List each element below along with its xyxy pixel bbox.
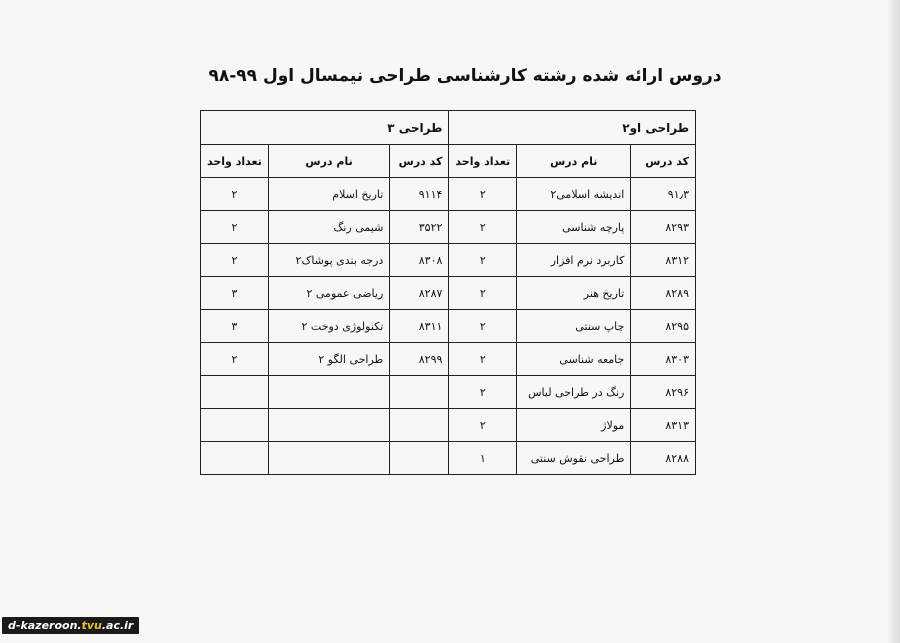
course-code: ۸۲۸۹ <box>631 277 696 310</box>
course-units: ۲ <box>449 244 517 277</box>
course-code: ۸۲۹۹ <box>390 343 449 376</box>
course-code: ۸۳۱۳ <box>631 409 696 442</box>
header-code: کد درس <box>390 145 449 178</box>
course-name: طراحی الگو ۲ <box>268 343 389 376</box>
header-code: کد درس <box>631 145 696 178</box>
site-watermark <box>2 617 139 634</box>
group-design-3: طراحی ۳ <box>201 111 449 145</box>
course-name <box>268 409 389 442</box>
course-code: ۸۲۹۳ <box>631 211 696 244</box>
header-units: تعداد واحد <box>449 145 517 178</box>
course-name: ریاضی عمومی ۲ <box>268 277 389 310</box>
table-row <box>201 211 696 244</box>
course-units: ۲ <box>201 244 269 277</box>
course-units: ۲ <box>449 376 517 409</box>
course-code: ۸۲۸۸ <box>631 442 696 475</box>
course-name: جامعه شناسی <box>517 343 631 376</box>
course-name: تاریخ اسلام <box>268 178 389 211</box>
watermark-prefix: d-kazeroon. <box>8 619 82 632</box>
course-code: ۸۲۹۵ <box>631 310 696 343</box>
page-title: دروس ارائه شده رشته کارشناسی طراحی نیمسال اول ۹۹-۹۸ <box>208 66 722 86</box>
table-row <box>201 277 696 310</box>
course-units <box>201 442 269 475</box>
course-code: ۸۳۰۳ <box>631 343 696 376</box>
course-name: رنگ در طراحی لباس <box>517 376 631 409</box>
course-name: کاربرد نرم افزار <box>517 244 631 277</box>
course-units: ۲ <box>449 310 517 343</box>
watermark-accent: tvu <box>81 619 102 632</box>
page-edge <box>888 0 900 643</box>
course-units: ۲ <box>449 277 517 310</box>
table-row <box>201 442 696 475</box>
course-name: شیمی رنگ <box>268 211 389 244</box>
course-code: ۸۳۱۲ <box>631 244 696 277</box>
column-header-row <box>201 145 696 178</box>
course-code <box>390 442 449 475</box>
course-name: طراحی نقوش سنتی <box>517 442 631 475</box>
header-name: نام درس <box>268 145 389 178</box>
table-row <box>201 310 696 343</box>
course-name: چاپ سنتی <box>517 310 631 343</box>
course-name <box>268 442 389 475</box>
course-name: مولاژ <box>517 409 631 442</box>
course-units: ۲ <box>201 178 269 211</box>
course-name <box>268 376 389 409</box>
header-units: تعداد واحد <box>201 145 269 178</box>
course-name: پارچه شناسی <box>517 211 631 244</box>
course-units <box>201 376 269 409</box>
course-code <box>390 409 449 442</box>
course-code <box>390 376 449 409</box>
group-header-row <box>201 111 696 145</box>
courses-table <box>200 110 696 475</box>
course-code: ۳۵۲۲ <box>390 211 449 244</box>
watermark-suffix: .ac.ir <box>101 619 134 632</box>
table-row <box>201 376 696 409</box>
course-name: تکنولوژی دوخت ۲ <box>268 310 389 343</box>
course-units: ۲ <box>449 409 517 442</box>
course-code: ۸۲۸۷ <box>390 277 449 310</box>
table-row <box>201 409 696 442</box>
header-name: نام درس <box>517 145 631 178</box>
course-code: ۸۲۹۶ <box>631 376 696 409</box>
course-code: ۸۳۱۱ <box>390 310 449 343</box>
course-units: ۲ <box>449 343 517 376</box>
group-design-2: طراحی او۲ <box>449 111 696 145</box>
course-units: ۲ <box>449 211 517 244</box>
course-units <box>201 409 269 442</box>
course-units: ۱ <box>449 442 517 475</box>
course-units: ۳ <box>201 310 269 343</box>
course-name: تاریخ هنر <box>517 277 631 310</box>
table-row <box>201 244 696 277</box>
course-units: ۲ <box>449 178 517 211</box>
course-units: ۲ <box>201 211 269 244</box>
course-units: ۳ <box>201 277 269 310</box>
course-name: درجه بندی پوشاک۲ <box>268 244 389 277</box>
table-row <box>201 343 696 376</box>
course-code: ۹۱۱۴ <box>390 178 449 211</box>
course-code: ۸۳۰۸ <box>390 244 449 277</box>
course-name: اندیشه اسلامی۲ <box>517 178 631 211</box>
course-units: ۲ <box>201 343 269 376</box>
course-code: ۹۱٫۳ <box>631 178 696 211</box>
table-row <box>201 178 696 211</box>
